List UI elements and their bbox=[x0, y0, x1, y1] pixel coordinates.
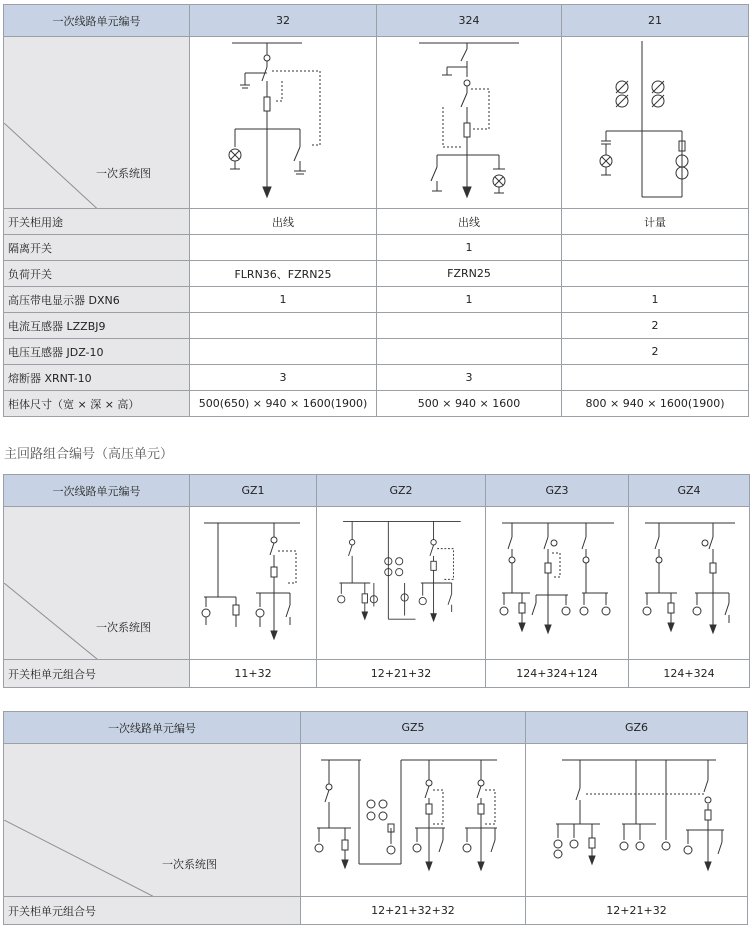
row-value bbox=[190, 235, 377, 261]
row-value: 2 bbox=[562, 313, 749, 339]
schematic-21 bbox=[562, 37, 749, 209]
column-header: GZ2 bbox=[317, 475, 486, 507]
row-value: 3 bbox=[377, 365, 562, 391]
schematic-gz5 bbox=[301, 744, 526, 897]
combo-value: 12+21+32+32 bbox=[301, 897, 526, 925]
combo-label: 开关柜单元组合号 bbox=[4, 897, 301, 925]
combo-value: 12+21+32 bbox=[526, 897, 748, 925]
row-value bbox=[377, 313, 562, 339]
row-value: 2 bbox=[562, 339, 749, 365]
row-value: 1 bbox=[190, 287, 377, 313]
row-value: 500(650) × 940 × 1600(1900) bbox=[190, 391, 377, 417]
column-header: GZ5 bbox=[301, 712, 526, 744]
column-header: GZ4 bbox=[629, 475, 750, 507]
section-title: 主回路组合编号（高压单元） bbox=[4, 447, 174, 462]
schematic-gz4 bbox=[629, 507, 750, 660]
row-value: 3 bbox=[190, 365, 377, 391]
header-label: 一次线路单元编号 bbox=[4, 5, 190, 37]
combo-value: 12+21+32 bbox=[317, 660, 486, 688]
row-value: 1 bbox=[377, 235, 562, 261]
combination-table-1 bbox=[3, 474, 750, 688]
row-value bbox=[562, 235, 749, 261]
diagonal-header-cell bbox=[4, 744, 301, 897]
row-label: 熔断器 XRNT-10 bbox=[4, 365, 190, 391]
header-label: 一次线路单元编号 bbox=[4, 712, 301, 744]
schematic-324 bbox=[377, 37, 562, 209]
row-value bbox=[562, 365, 749, 391]
column-header: GZ1 bbox=[190, 475, 317, 507]
row-value bbox=[190, 313, 377, 339]
combo-label: 开关柜单元组合号 bbox=[4, 660, 190, 688]
schematic-gz3 bbox=[486, 507, 629, 660]
row-value bbox=[562, 261, 749, 287]
combo-value: 11+32 bbox=[190, 660, 317, 688]
row-value bbox=[190, 339, 377, 365]
row-label: 电流互感器 LZZBJ9 bbox=[4, 313, 190, 339]
column-header: 324 bbox=[377, 5, 562, 37]
row-label: 柜体尺寸（宽 × 深 × 高） bbox=[4, 391, 190, 417]
schematic-gz6 bbox=[526, 744, 748, 897]
row-value: 1 bbox=[377, 287, 562, 313]
diagram-label: 一次系统图 bbox=[96, 166, 151, 180]
schematic-gz1 bbox=[190, 507, 317, 660]
row-value bbox=[377, 339, 562, 365]
combo-value: 124+324+124 bbox=[486, 660, 629, 688]
row-value: 计量 bbox=[562, 209, 749, 235]
diagonal-header-cell bbox=[4, 37, 190, 209]
row-value: 800 × 940 × 1600(1900) bbox=[562, 391, 749, 417]
schematic-32 bbox=[190, 37, 377, 209]
schematic-gz2 bbox=[317, 507, 486, 660]
row-value: 1 bbox=[562, 287, 749, 313]
row-value: 500 × 940 × 1600 bbox=[377, 391, 562, 417]
column-header: 21 bbox=[562, 5, 749, 37]
row-value: FZRN25 bbox=[377, 261, 562, 287]
row-label: 开关柜用途 bbox=[4, 209, 190, 235]
row-label: 高压带电显示器 DXN6 bbox=[4, 287, 190, 313]
diagram-label: 一次系统图 bbox=[162, 858, 217, 871]
diagonal-header-cell bbox=[4, 507, 190, 660]
unit-table bbox=[3, 4, 749, 417]
row-label: 隔离开关 bbox=[4, 235, 190, 261]
header-label: 一次线路单元编号 bbox=[4, 475, 190, 507]
column-header: GZ6 bbox=[526, 712, 748, 744]
diagram-label: 一次系统图 bbox=[96, 621, 151, 634]
combination-table-2 bbox=[3, 711, 748, 925]
row-label: 电压互感器 JDZ-10 bbox=[4, 339, 190, 365]
combo-value: 124+324 bbox=[629, 660, 750, 688]
row-value: 出线 bbox=[377, 209, 562, 235]
row-value: 出线 bbox=[190, 209, 377, 235]
row-value: FLRN36、FZRN25 bbox=[190, 261, 377, 287]
column-header: GZ3 bbox=[486, 475, 629, 507]
column-header: 32 bbox=[190, 5, 377, 37]
row-label: 负荷开关 bbox=[4, 261, 190, 287]
